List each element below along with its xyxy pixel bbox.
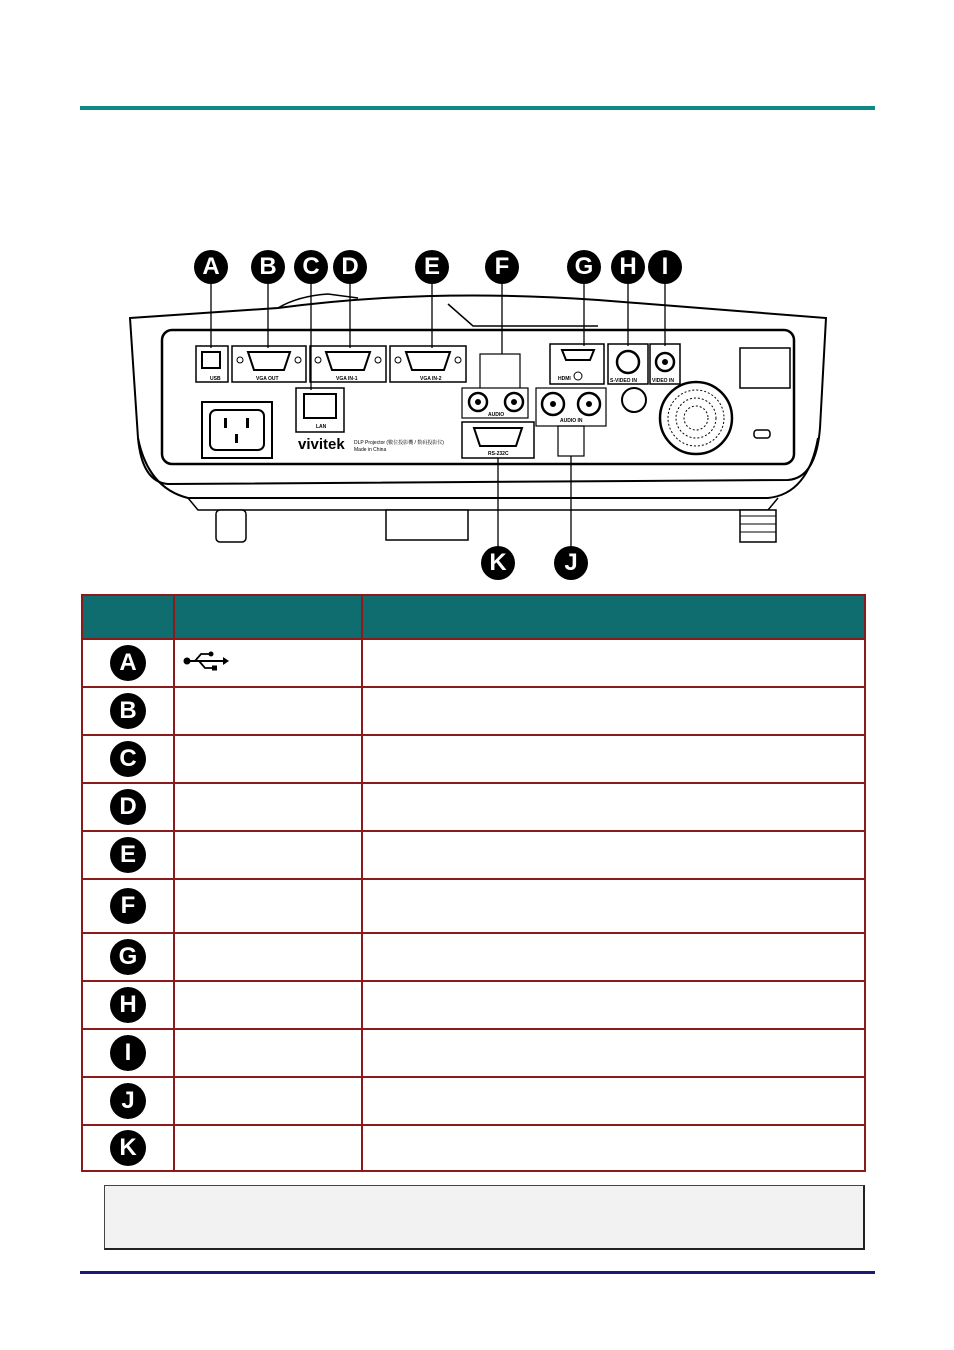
note-box [104, 1185, 865, 1250]
callout-d: D [333, 250, 367, 284]
audio-in-label: AUDIO IN [560, 418, 583, 424]
letter-badge: B [110, 693, 146, 729]
projector-drawing [128, 248, 828, 588]
usb-icon [183, 651, 229, 671]
callout-c: C [294, 250, 328, 284]
header-cell-3 [362, 595, 865, 639]
letter-badge: D [110, 789, 146, 825]
brand-logo: vivitek [298, 436, 345, 453]
letter-badge: E [110, 837, 146, 873]
lan-label: LAN [316, 424, 327, 430]
bottom-rule [80, 1271, 875, 1274]
letter-badge: C [110, 741, 146, 777]
letter-badge: J [110, 1083, 146, 1119]
table-row [82, 735, 865, 783]
letter-badge: I [110, 1035, 146, 1071]
letter-badge: H [110, 987, 146, 1023]
product-line-1: DLP Projector (數位投影機 / 数码投影仪) [354, 440, 444, 446]
table-header-row [82, 595, 865, 639]
table-row [82, 687, 865, 735]
video-in-label: VIDEO IN [652, 378, 674, 384]
projector-rear-figure [128, 248, 828, 588]
product-line-2: Made in China [354, 447, 387, 453]
callout-h: H [611, 250, 645, 284]
callout-g: G [567, 250, 601, 284]
vga-in-2-label: VGA IN-2 [420, 376, 442, 382]
top-rule [80, 106, 875, 110]
hdmi-label: HDMI [558, 376, 571, 382]
table-row [82, 831, 865, 879]
callout-e: E [415, 250, 449, 284]
table-row [82, 981, 865, 1029]
table-row [82, 1077, 865, 1125]
table-row [82, 783, 865, 831]
connector-table [81, 594, 866, 1172]
letter-badge: A [110, 645, 146, 681]
header-cell-2 [174, 595, 362, 639]
letter-badge: F [110, 888, 146, 924]
table-row [82, 1029, 865, 1077]
callout-k: K [481, 546, 515, 580]
rs232c-label: RS-232C [488, 451, 509, 457]
callout-i: I [648, 250, 682, 284]
callout-b: B [251, 250, 285, 284]
header-cell-1 [82, 595, 174, 639]
table-row [82, 879, 865, 933]
table-row [82, 639, 865, 687]
vga-in-1-label: VGA IN-1 [336, 376, 358, 382]
usb-port-label: USB [210, 376, 221, 382]
letter-badge: K [110, 1130, 146, 1166]
vga-out-label: VGA OUT [256, 376, 279, 382]
product-info [354, 440, 444, 454]
audio-label: AUDIO [488, 412, 505, 418]
callout-j: J [554, 546, 588, 580]
callout-f: F [485, 250, 519, 284]
s-video-in-label: S-VIDEO IN [610, 378, 637, 384]
table-row [82, 1125, 865, 1171]
table-row [82, 933, 865, 981]
letter-badge: G [110, 939, 146, 975]
callout-a: A [194, 250, 228, 284]
